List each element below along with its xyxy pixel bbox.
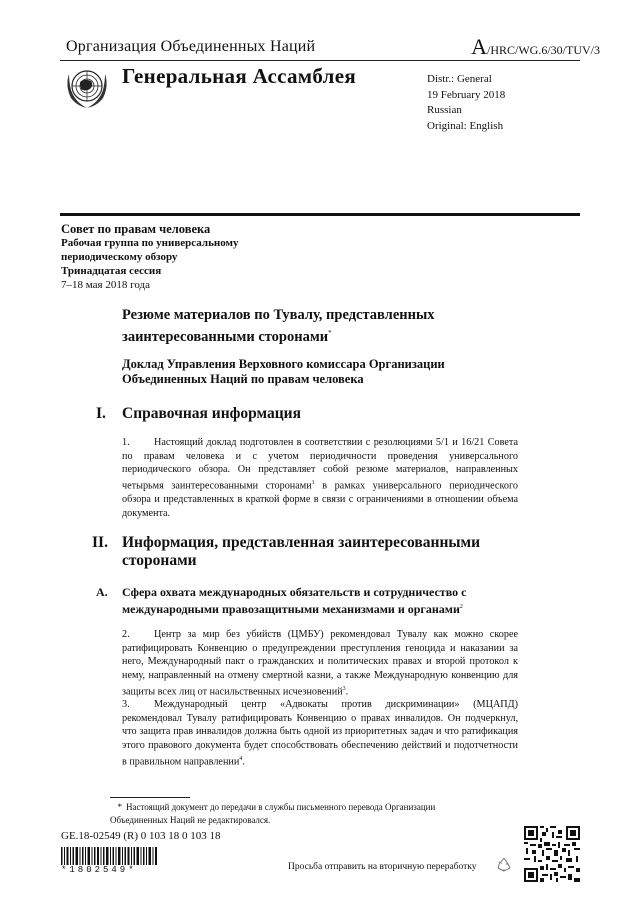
footnote-ref[interactable]: 3 <box>342 685 346 692</box>
paragraph-number: 3. <box>122 699 130 710</box>
document-title <box>122 306 522 346</box>
paragraph-2 <box>122 628 518 699</box>
paragraph-text-end: . <box>345 686 349 698</box>
header-rule <box>60 60 580 61</box>
job-number: GE.18-02549 (R) 0 103 18 0 103 18 <box>61 830 221 842</box>
footnote-ref[interactable]: 2 <box>459 604 463 610</box>
footnote-separator <box>110 797 190 798</box>
distribution-type: Distr.: General <box>427 73 492 85</box>
section-2-title: Информация, представленная заинтересованными сторонами <box>122 534 480 569</box>
un-emblem-icon <box>61 62 113 114</box>
recycle-icon <box>495 856 513 874</box>
paragraph-text: Международный центр «Адвокаты против дискриминации» (МЦАПД) рекомендовал Тувалу ратифицировать Конвенцию о правах инвалидов. Он подчеркнул, что защита прав инвалидов должна быть одной из приоритетных задач и что ратификация этого правового документа будет способствовать обеспечению действий и подотчетности в правильном направлении <box>122 699 518 768</box>
working-group-line2: периодическому обзору <box>61 251 178 263</box>
paragraph-text: Настоящий доклад подготовлен в соответствии с резолюциями 5/1 и 16/21 Совета по правам человека и с учетом периодичности проведения универсального периодического обзора. Он представляет собой резюме материалов, направленных четырьмя заинтересованными сторонами <box>122 437 518 492</box>
footnote-ref[interactable]: 1 <box>311 480 315 487</box>
document-subtitle: Доклад Управления Верховного комиссара Организации Объединенных Наций по правам человека <box>122 357 445 386</box>
body-name: Генеральная Ассамблея <box>122 64 357 88</box>
council-name: Совет по правам человека <box>61 222 211 236</box>
recycle-notice: Просьба отправить на вторичную переработку <box>288 862 477 872</box>
subsection-title-text: Сфера охвата международных обязательств и сотрудничество с международными правозащитными механизмами и органами <box>122 585 467 616</box>
section-2-number: II. <box>92 534 108 551</box>
paragraph-1 <box>122 436 518 521</box>
distribution-block <box>427 72 505 134</box>
paragraph-text: Центр за мир без убийств (ЦМБУ) рекомендовал Тувалу как можно скорее ратифицировать Конвенцию о предупреждении преступления геноцида и наказании за него, Международный пакт о гражданских и политических правах и второй протокол к нему, направленный на отмену смертной казни, а также Международную конвенцию для защиты всех лиц от насильственных исчезновений <box>122 629 518 698</box>
working-group-line1: Рабочая группа по универсальному <box>61 237 239 249</box>
paragraph-number: 1. <box>122 437 130 448</box>
symbol-rest: /HRC/WG.6/30/TUV/3 <box>487 43 600 57</box>
paragraph-text-end: . <box>242 756 245 768</box>
footnote-text: Настоящий документ до передачи в службы письменного перевода Организации Объединенных Наций не редактировался. <box>110 802 436 825</box>
symbol-prefix: A <box>471 34 487 59</box>
meeting-block <box>61 222 239 292</box>
footnote-marker: * <box>117 802 122 812</box>
barcode-number: *1802549* <box>61 865 137 875</box>
qr-code-icon <box>524 826 580 882</box>
barcode-icon <box>61 847 157 865</box>
section-rule <box>60 213 580 216</box>
footnote-ref[interactable]: 4 <box>239 755 243 762</box>
organization-name: Организация Объединенных Наций <box>66 38 316 55</box>
paragraph-number: 2. <box>122 629 130 640</box>
section-1-title: Справочная информация <box>122 405 301 422</box>
document-date: 19 February 2018 <box>427 88 506 101</box>
footnote <box>110 801 490 827</box>
session-name: Тринадцатая сессия <box>61 265 162 277</box>
subsection-a-title <box>122 585 522 617</box>
session-dates: 7–18 мая 2018 года <box>61 279 150 291</box>
original-language: Original: English <box>427 119 504 132</box>
subsection-a-letter: A. <box>96 585 108 599</box>
paragraph-text-end: в рамках универсального периодического обзора и представленных в краткой форме в связи с ограничениями в отношении объема документа. <box>122 480 518 519</box>
title-text: Резюме материалов по Тувалу, представленных заинтересованными сторонами <box>122 307 435 345</box>
language: Russian <box>427 104 462 116</box>
title-footnote-marker[interactable]: * <box>328 329 332 337</box>
document-symbol <box>471 34 600 60</box>
section-1-number: I. <box>96 405 106 422</box>
paragraph-3 <box>122 698 518 769</box>
